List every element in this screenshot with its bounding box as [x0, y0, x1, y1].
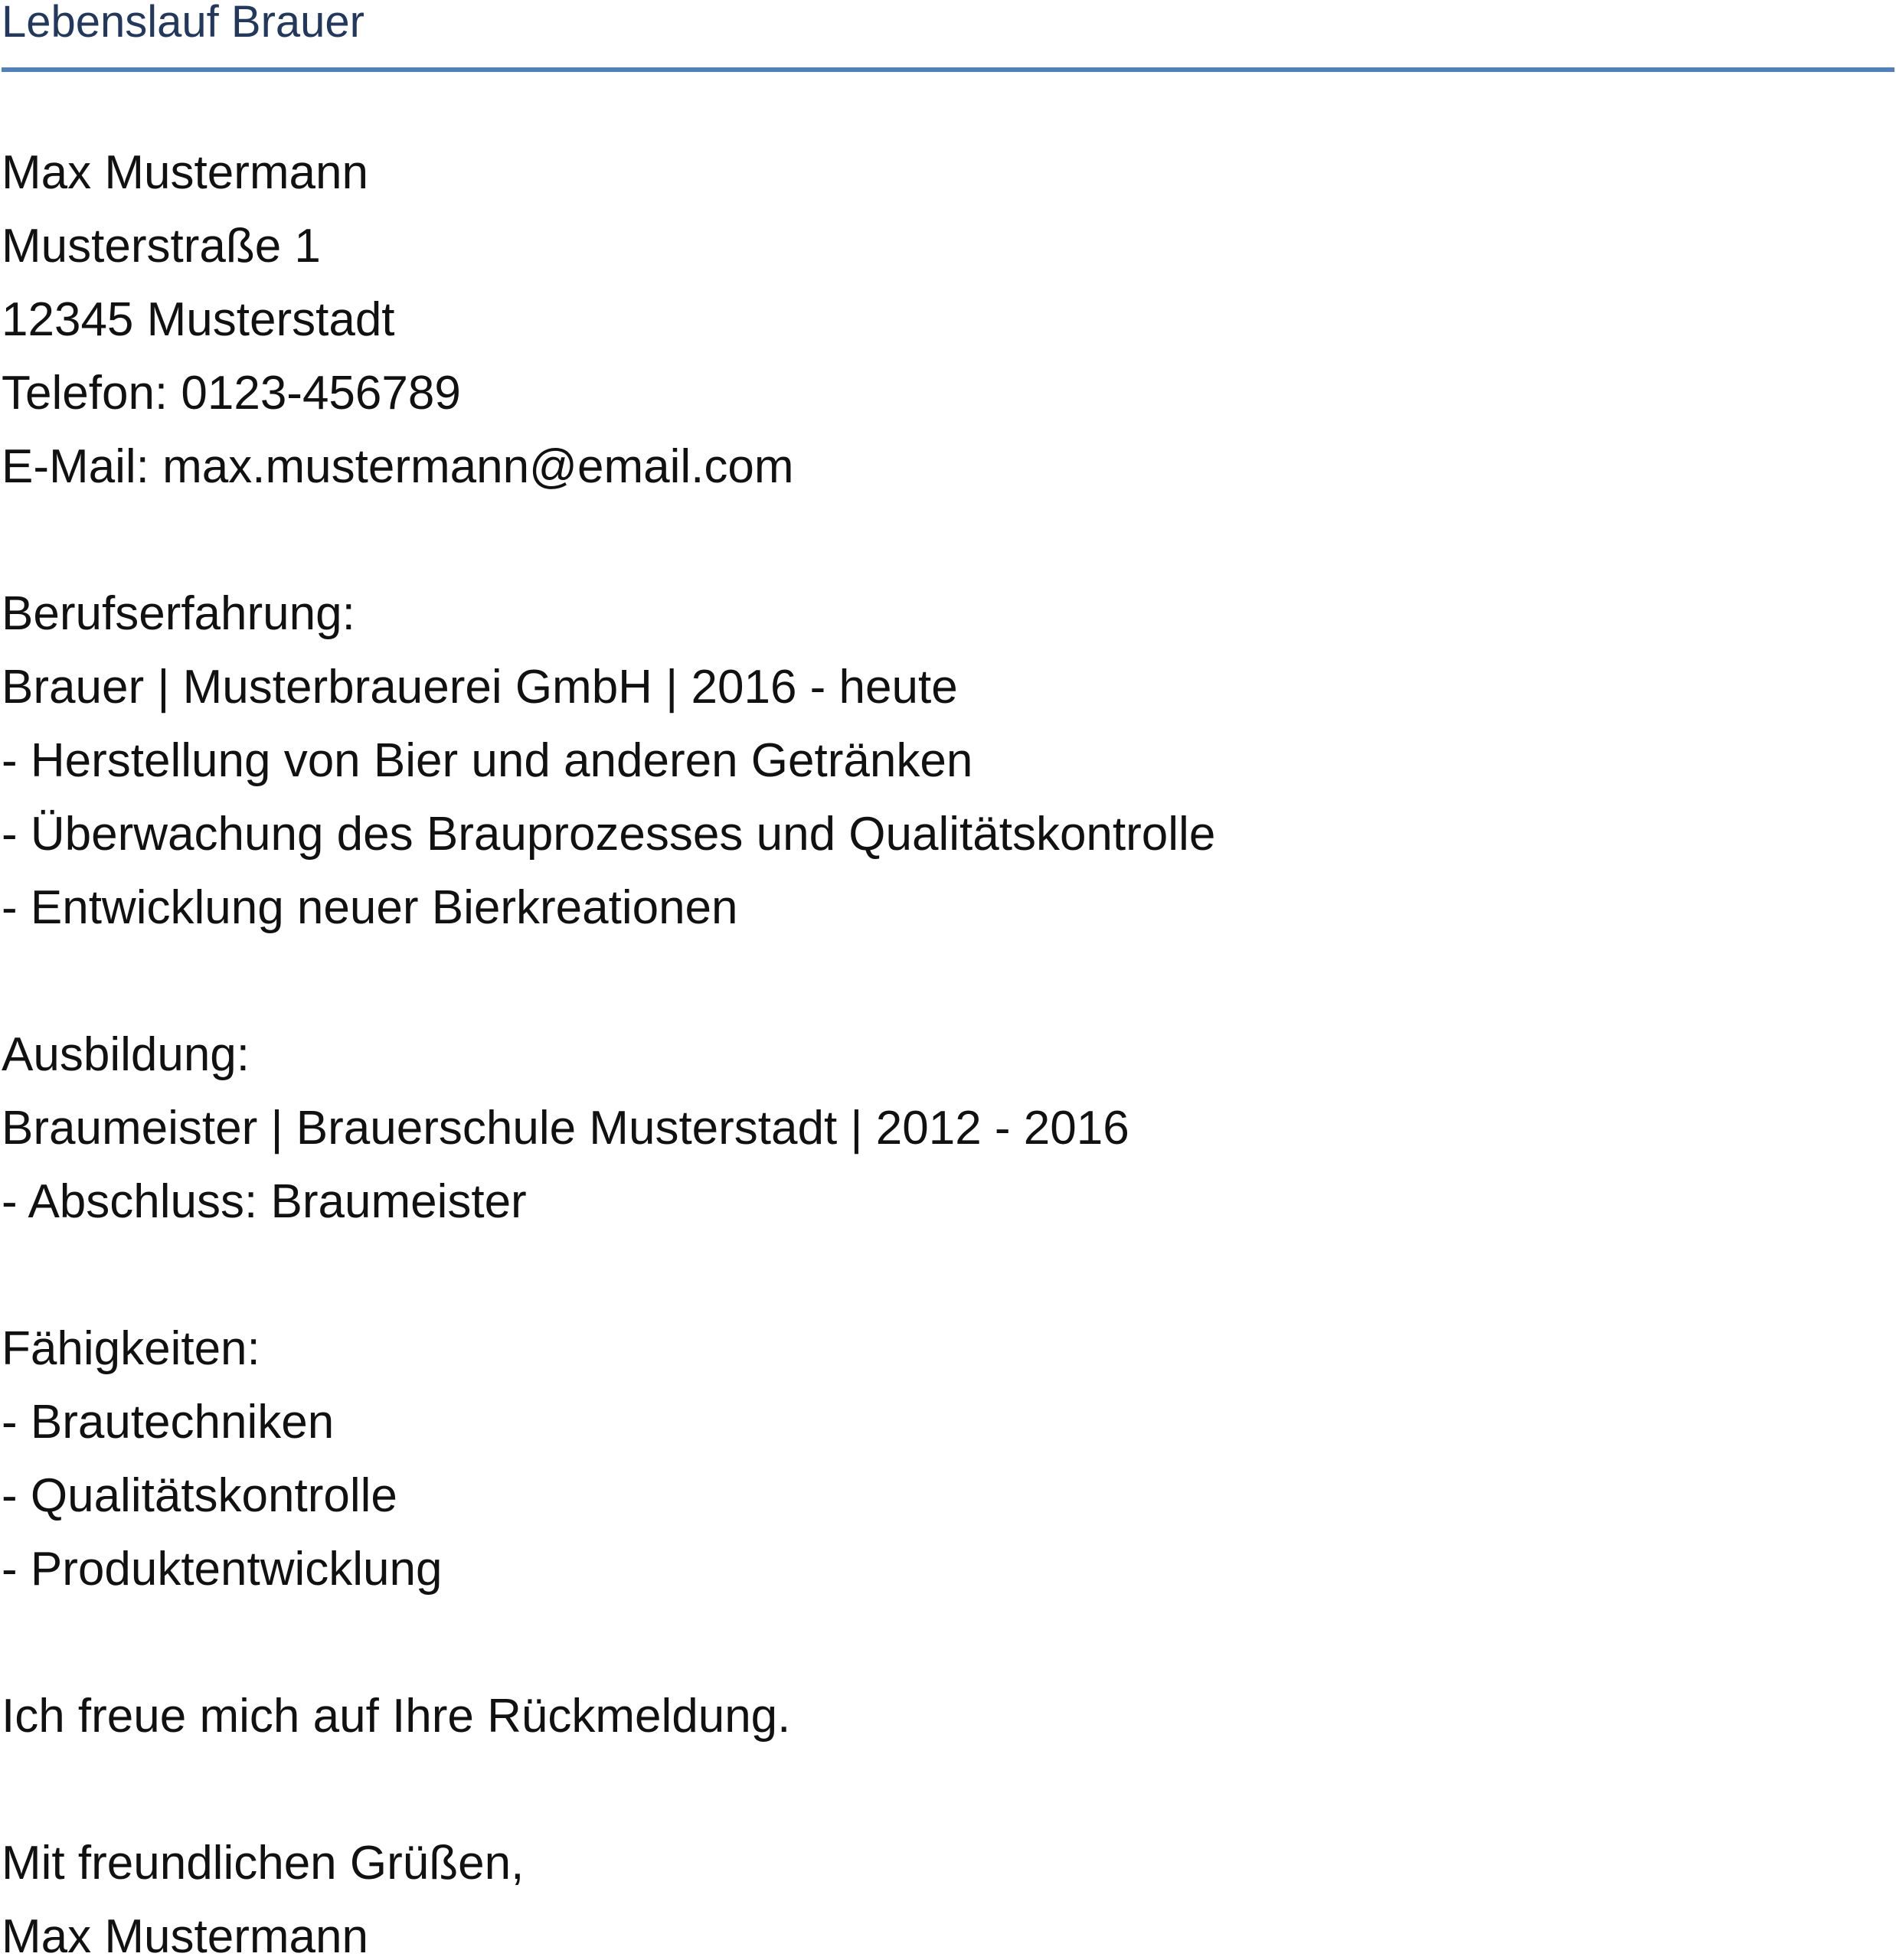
education-item: - Abschluss: Braumeister: [2, 1175, 527, 1228]
document-title: Lebenslauf Brauer: [2, 0, 364, 47]
contact-street: Musterstraße 1: [2, 220, 321, 273]
contact-phone: Telefon: 0123-456789: [2, 367, 461, 420]
education-entry: Braumeister | Brauerschule Musterstadt | 2012 - 2016: [2, 1102, 1129, 1155]
spacer: [2, 945, 1893, 1018]
document-body: [2, 136, 1893, 1960]
spacer: [2, 1753, 1893, 1827]
skills-item: - Qualitätskontrolle: [2, 1469, 397, 1522]
education-heading: Ausbildung:: [2, 1028, 250, 1081]
experience-item: - Entwicklung neuer Bierkreationen: [2, 881, 738, 934]
salutation: Mit freundlichen Grüßen,: [2, 1837, 525, 1890]
signature-name: Max Mustermann: [2, 1910, 368, 1960]
experience-item: - Überwachung des Brauprozesses und Qualitätskontrolle: [2, 808, 1216, 861]
contact-city: 12345 Musterstadt: [2, 293, 395, 346]
skills-item: - Brautechniken: [2, 1396, 335, 1449]
experience-heading: Berufserfahrung:: [2, 587, 355, 640]
spacer: [2, 1606, 1893, 1680]
skills-item: - Produktentwicklung: [2, 1543, 443, 1596]
closing-text: Ich freue mich auf Ihre Rückmeldung.: [2, 1690, 791, 1743]
spacer: [2, 1239, 1893, 1312]
contact-name: Max Mustermann: [2, 146, 368, 199]
skills-heading: Fähigkeiten:: [2, 1322, 260, 1375]
experience-item: - Herstellung von Bier und anderen Getränken: [2, 734, 973, 787]
experience-entry: Brauer | Musterbrauerei GmbH | 2016 - heute: [2, 661, 958, 714]
contact-email: E-Mail: max.mustermann@email.com: [2, 440, 794, 493]
title-underline: [2, 67, 1894, 72]
spacer: [2, 504, 1893, 577]
